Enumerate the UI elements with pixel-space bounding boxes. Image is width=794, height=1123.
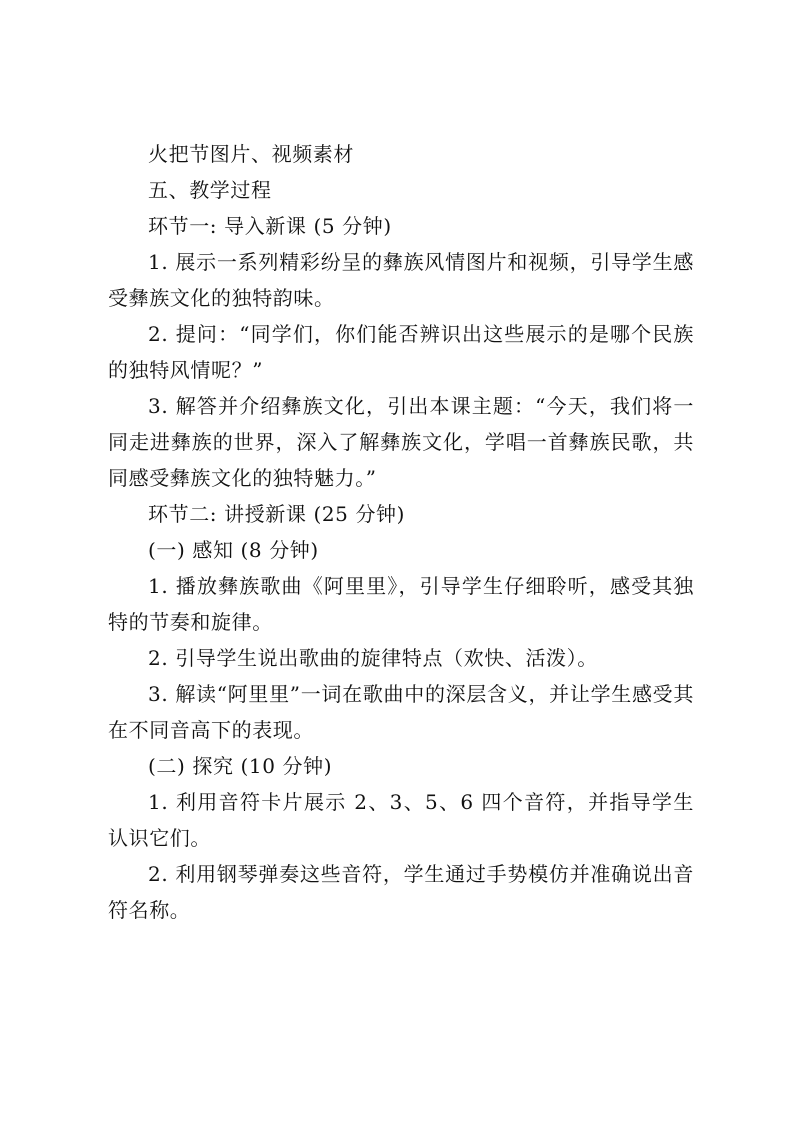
paragraph-1: 1. 展示一系列精彩纷呈的彝族风情图片和视频，引导学生感受彝族文化的独特韵味。 xyxy=(108,250,694,310)
paragraph-3: 3. 解答并介绍彝族文化，引出本课主题：“今天，我们将一同走进彝族的世界，深入了解彝族文化，学唱一首彝族民歌，共同感受彝族文化的独特魅力。” xyxy=(108,394,694,490)
subsection-inquiry: (二) 探究 (10 分钟) xyxy=(148,754,333,778)
link-one-heading: 环节一: 导入新课 (5 分钟) xyxy=(148,214,392,238)
paragraph-5: 2. 引导学生说出歌曲的旋律特点（欢快、活泼）。 xyxy=(148,646,598,670)
paragraph-8: 2. 利用钢琴弹奏这些音符，学生通过手势模仿并准确说出音符名称。 xyxy=(108,862,694,922)
subsection-perception: (一) 感知 (8 分钟) xyxy=(148,538,319,562)
link-two-heading: 环节二: 讲授新课 (25 分钟) xyxy=(148,502,406,526)
paragraph-2: 2. 提问：“同学们，你们能否辨识出这些展示的是哪个民族的独特风情呢？” xyxy=(108,322,694,382)
paragraph-4: 1. 播放彝族歌曲《阿里里》，引导学生仔细聆听，感受其独特的节奏和旋律。 xyxy=(108,574,694,634)
paragraph-7: 1. 利用音符卡片展示 2、3、5、6 四个音符，并指导学生认识它们。 xyxy=(108,790,694,850)
document-body xyxy=(108,136,694,928)
materials-line: 火把节图片、视频素材 xyxy=(148,142,354,166)
paragraph-6: 3. 解读“阿里里”一词在歌曲中的深层含义，并让学生感受其在不同音高下的表现。 xyxy=(108,682,694,742)
section-heading: 五、教学过程 xyxy=(148,178,272,202)
